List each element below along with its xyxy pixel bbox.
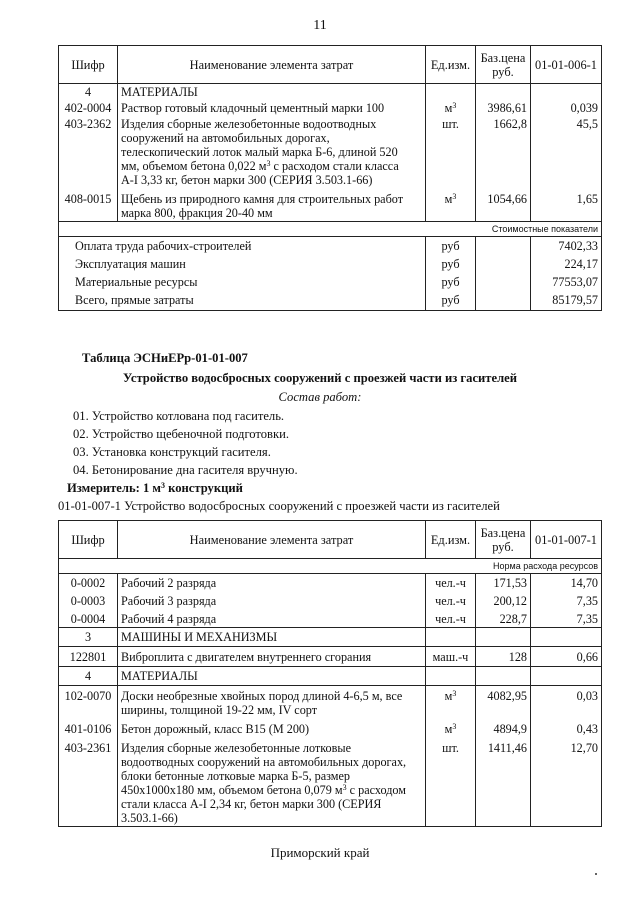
section-machines: 3 МАШИНЫ И МЕХАНИЗМЫ (59, 628, 602, 647)
col-price-header: Баз.цена руб. (476, 46, 531, 84)
resource-norm-note: Норма расхода ресурсов (59, 559, 602, 574)
resource-table-2 (58, 520, 602, 827)
section-title: Устройство водосбросных сооружений с проезжей части из гасителей (123, 371, 517, 385)
col-resource-code-header: 01-01-007-1 (531, 521, 602, 559)
col-price-header: Баз.цена руб. (476, 521, 531, 559)
measure-unit: Измеритель: 1 $м^3$ конструкций (67, 481, 243, 495)
section-materials: 4 МАТЕРИАЛЫ (59, 667, 602, 686)
table-row: 403-2362 Изделия сборные железобетонные водоотводных сооружений на автомобильных дорогах, телескопический лоток малый марка Б-6, длиной 520 мм, объемом бетона 0,022 $м^3$ с расходом стали класса А-I 3,33 кг, бетон марки 300 (СЕРИЯ 3.503.1-66) шт. 1662,8 45,5 (59, 116, 602, 188)
page-number: 11 (313, 18, 327, 33)
work-step: 01. Устройство котлована под гаситель. (73, 409, 285, 423)
summary-row: Эксплуатация машин руб 224,17 (59, 255, 602, 273)
table-row: 401-0106 Бетон дорожный, класс В15 (М 200) $м^3$ 4894,9 0,43 (59, 718, 602, 737)
col-unit-header: Ед.изм. (426, 521, 476, 559)
summary-row: Материальные ресурсы руб 77553,07 (59, 273, 602, 291)
resource-table-1 (58, 45, 602, 311)
table-row: 402-0004 Раствор готовый кладочный цементный марки 100 $м^3$ 3986,61 0,039 (59, 100, 602, 116)
col-name-header: Наименование элемента затрат (118, 46, 426, 84)
table-header (59, 46, 602, 84)
table-header (59, 521, 602, 559)
table-row: 0-0002 Рабочий 2 разряда чел.-ч 171,53 14,70 (59, 574, 602, 592)
scan-speck (595, 873, 597, 875)
col-code-header: Шифр (59, 521, 118, 559)
summary-total-row: Всего, прямые затраты руб 85179,57 (59, 291, 602, 311)
table-label: Таблица ЭСНиЕРр-01-01-007 (82, 351, 248, 365)
cost-indicators-note: Стоимостные показатели (59, 222, 602, 237)
col-unit-header: Ед.изм. (426, 46, 476, 84)
table-row: 0-0004 Рабочий 4 разряда чел.-ч 228,7 7,35 (59, 610, 602, 628)
footer-region: Приморский край (270, 845, 370, 860)
work-step: 04. Бетонирование дна гасителя вручную. (73, 463, 298, 477)
table-row: 0-0003 Рабочий 3 разряда чел.-ч 200,12 7,35 (59, 592, 602, 610)
table-row: 408-0015 Щебень из природного камня для строительных работ марка 800, фракция 20-40 мм $м^3$ 1054,66 1,65 (59, 188, 602, 222)
col-resource-code-header: 01-01-006-1 (531, 46, 602, 84)
table-row: 102-0070 Доски необрезные хвойных пород длиной 4-6,5 м, все ширины, толщиной 19-22 мм, IV сорт $м^3$ 4082,95 0,03 (59, 686, 602, 719)
col-code-header: Шифр (59, 46, 118, 84)
table-row: 122801 Виброплита с двигателем внутреннего сгорания маш.-ч 128 0,66 (59, 647, 602, 667)
col-name-header: Наименование элемента затрат (118, 521, 426, 559)
resource-code-line: 01-01-007-1 Устройство водосбросных сооружений с проезжей части из гасителей (58, 499, 500, 513)
work-step: 02. Устройство щебеночной подготовки. (73, 427, 290, 441)
summary-row: Оплата труда рабочих-строителей руб 7402,33 (59, 237, 602, 255)
table-row: 403-2361 Изделия сборные железобетонные лотковые водоотводных сооружений на автомобильных дорогах, блоки бетонные лотковые марка Б-5, размер 450x1000x180 мм, объемом бетона 0,079 $м^3$ с расходом стали класса А-I 2,34 кг, бетон марки 300 (СЕРИЯ 3.503.1-66) шт. 1411,46 12,70 (59, 737, 602, 827)
work-step: 03. Установка конструкций гасителя. (73, 445, 271, 459)
section-materials: 4 МАТЕРИАЛЫ (59, 84, 602, 101)
composition-label: Состав работ: (278, 390, 362, 404)
